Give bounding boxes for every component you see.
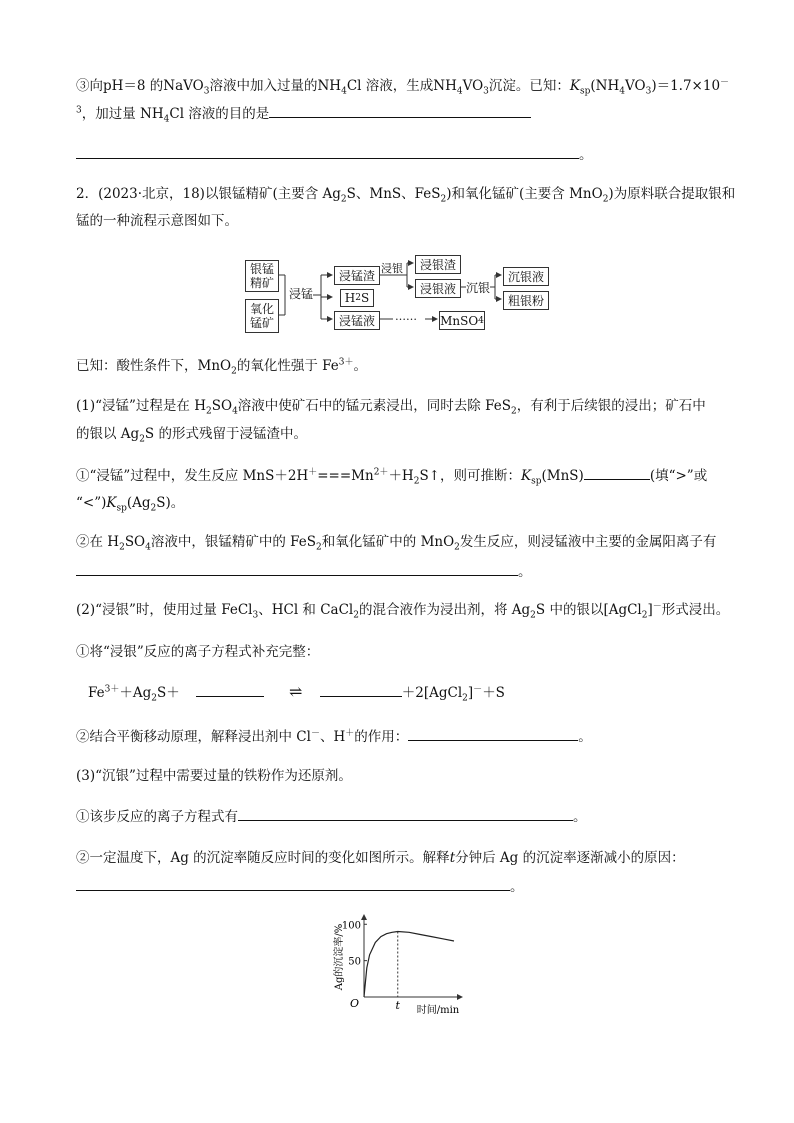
part1-sub1-line2: “$<”)K_{sp}(Ag_2S)$。 xyxy=(76,495,185,514)
answer-blank[interactable] xyxy=(196,682,264,697)
precipitation-rate-chart xyxy=(320,905,480,1025)
chart-canvas xyxy=(320,905,480,1025)
q3-line2: $^3$，加过量 $NH_4Cl$ 溶液的目的是 xyxy=(76,103,531,124)
part2-intro: (2)“浸银”时，使用过量 FeCl$_3$、HCl 和 CaCl$_2$的混合液作为浸出剂，将 $Ag_2S$ 中的银以[AgCl$_2$]－形式浸出。 xyxy=(76,601,730,621)
part1-intro-line2: 的银以 $Ag_2S$ 的形式残留于浸锰渣中。 xyxy=(76,426,307,445)
step-leach-manganese-label: 浸锰 xyxy=(289,287,314,301)
part3-intro: (3)“沉银”过程中需要过量的铁粉作为还原剂。 xyxy=(76,768,352,784)
y-tick-label: 100 xyxy=(341,920,361,932)
answer-blank[interactable] xyxy=(320,682,402,697)
part3-sub2-line2: 。 xyxy=(76,876,524,897)
origin-label: O xyxy=(349,997,359,1010)
flowchart xyxy=(245,255,555,335)
problem2-intro-line1: 2．(2023·北京，18)以银锰精矿(主要含 $Ag_2S$、MnS、FeS$_2$)和氧化锰矿(主要含 MnO$_2$)为原料联合提取银和 xyxy=(76,186,736,205)
answer-blank[interactable] xyxy=(408,726,578,741)
answer-blank[interactable] xyxy=(584,465,650,480)
part2-sub1: ①将“浸银”反应的离子方程式补充完整： xyxy=(76,644,320,660)
problem2-intro-line2: 锰的一种流程示意图如下。 xyxy=(76,213,238,229)
answer-blank[interactable] xyxy=(76,561,518,576)
y-tick-label: 50 xyxy=(348,956,361,968)
precipitation-curve xyxy=(364,932,454,998)
q3-line1: ③向pH＝8 的NaVO$_3$溶液中加入过量的$NH_4Cl$ 溶液，生成$NH_4VO_3$沉淀。已知：$K_{sp}(NH_4VO_3)=1.7\times 10^-$ xyxy=(76,77,730,97)
part1-sub2-line1: ②在 $H_2SO_4$溶液中，银锰精矿中的 FeS$_2$和氧化锰矿中的 MnO$_2$发生反应，则浸锰液中主要的金属阳离子有 xyxy=(76,534,717,553)
answer-blank[interactable] xyxy=(269,103,531,118)
part1-intro-line1: (1)“浸锰”过程是在 $H_2SO_4$溶液中使矿石中的锰元素浸出，同时去除 FeS$_2$，有利于后续银的浸出；矿石中 xyxy=(76,398,706,417)
part2-equation: $Fe^{3+}+Ag_2S+$ ⇌ ＋2[AgCl$_2$]－＋S xyxy=(88,682,505,704)
y-axis-label: Ag的沉淀率/% xyxy=(334,923,345,991)
part3-sub1: ①该步反应的离子方程式有 。 xyxy=(76,806,587,827)
part1-sub1-line1: ①“浸锰”过程中，发生反应 $MnS+2H^+===Mn^{2+}+H_2S↑$，则可推断：$K_{sp}(MnS)$ (填“>”或 xyxy=(76,465,707,486)
precipitate-liquid-box: 沉银液 xyxy=(503,267,549,286)
process-dots: …… xyxy=(395,310,417,323)
part3-sub2-line1: ②一定温度下，Ag 的沉淀率随反应时间的变化如图所示。解释t分钟后 Ag 的沉淀率逐渐减小的原因： xyxy=(76,850,685,866)
x-axis-label: 时间/min xyxy=(416,1005,460,1016)
mnso4-product-box: MnSO 4 xyxy=(439,311,485,330)
h2s-box: H 2 S xyxy=(340,289,374,307)
q3-line3: 。 xyxy=(76,144,593,165)
known-condition: 已知：酸性条件下，MnO$_2$的氧化性强于 $Fe^{3+}$。 xyxy=(76,357,367,377)
part1-sub2-line2: 。 xyxy=(76,561,532,582)
silver-leach-liquid-box: 浸银液 xyxy=(415,279,461,298)
t-marker-label: t xyxy=(395,999,400,1012)
equilibrium-arrow: ⇌ xyxy=(289,682,303,701)
answer-blank[interactable] xyxy=(76,876,510,891)
answer-blank[interactable] xyxy=(76,144,579,159)
silver-leach-residue-box: 浸银渣 xyxy=(415,255,461,274)
step-precipitate-silver-label: 沉银 xyxy=(466,281,491,295)
part2-sub2: ②结合平衡移动原理，解释浸出剂中 Cl－、H＋的作用： 。 xyxy=(76,726,592,747)
step-leach-silver-label: 浸银 xyxy=(381,262,403,275)
input-manganese-oxide-ore: 氧化锰矿 xyxy=(245,299,279,333)
manganese-leach-liquid-box: 浸锰液 xyxy=(334,311,380,330)
input-silver-manganese-ore: 银锰精矿 xyxy=(245,260,279,292)
manganese-leach-residue-box: 浸锰渣 xyxy=(334,266,380,285)
crude-silver-powder-box: 粗银粉 xyxy=(503,291,549,310)
answer-blank[interactable] xyxy=(238,806,573,821)
